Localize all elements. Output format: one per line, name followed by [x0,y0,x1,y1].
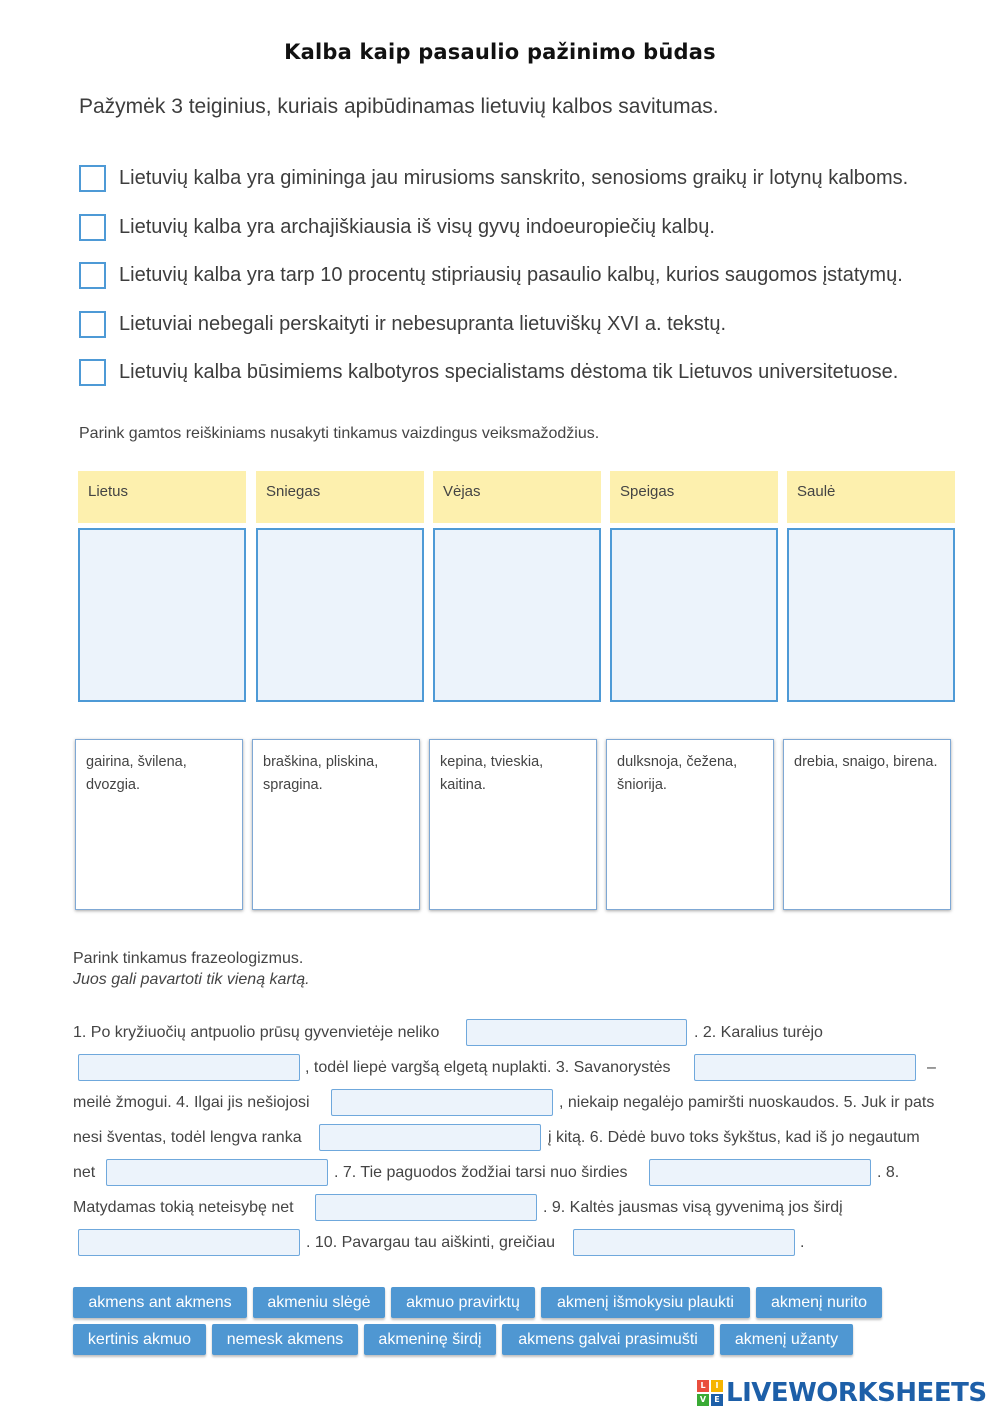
drag-card[interactable]: dulksnoja, čežena, šniorija. [606,739,774,910]
logo-letter: V [697,1394,709,1406]
answer-chip[interactable]: akmeniu slėgė [253,1287,385,1318]
answer-chip[interactable]: akmeninę širdį [364,1324,496,1355]
answer-chip[interactable]: akmenį nurito [756,1287,882,1318]
option-text: Lietuvių kalba yra tarp 10 procentų stipriausių pasaulio kalbų, kurios saugomos įstatymų. [119,263,903,286]
answer-field-7[interactable] [649,1159,871,1186]
answer-field-1[interactable] [466,1019,687,1046]
sentence-text: , todėl liepė vargšą elgetą nuplakti. 3. Savanorystės [305,1059,671,1076]
liveworksheets-logo [697,1377,987,1409]
task1-instruction: Pažymėk 3 teiginius, kuriais apibūdinamas lietuvių kalbos savitumas. [79,95,719,118]
drag-card[interactable]: drebia, snaigo, birena. [783,739,951,910]
answer-chip[interactable]: akmenį užanty [720,1324,853,1355]
checkbox[interactable] [79,165,106,192]
sentence-text: į kitą. 6. Dėdė buvo toks šykštus, kad iš jo negautum [548,1129,920,1146]
sentence-text: . 8. [877,1164,900,1181]
drop-zone-sniegas[interactable] [256,528,424,702]
logo-letter: L [697,1380,709,1392]
logo-letter: E [711,1394,723,1406]
sentence-text: , niekaip negalėjo pamiršti nuoskaudos. 5. Juk ir pats [559,1094,935,1111]
checkbox[interactable] [79,311,106,338]
column-header-saule: Saulė [787,471,955,523]
sentence-text: . [800,1234,805,1251]
sentence-text: net [73,1164,96,1181]
option-row[interactable] [79,212,715,242]
option-row[interactable] [79,309,726,339]
task3-note: Juos gali pavartoti tik vieną kartą. [73,971,310,988]
sentence-text: meilė žmogui. 4. Ilgai jis nešiojosi [73,1094,310,1111]
task3-instruction-text: Parink tinkamus frazeologizmus. [73,950,304,967]
answer-chip[interactable]: akmens galvai prasimušti [502,1324,714,1355]
task3-instruction [73,948,310,990]
sentence-text: . 10. Pavargau tau aiškinti, greičiau [306,1234,556,1251]
drag-card[interactable]: braškina, pliskina, spragina. [252,739,420,910]
option-row[interactable] [79,163,908,193]
column-header-vejas: Vėjas [433,471,601,523]
checkbox[interactable] [79,359,106,386]
sentence-text: Matydamas tokią neteisybę net [73,1199,294,1216]
sentence-text: 1. Po kryžiuočių antpuolio prūsų gyvenvietėje neliko [73,1024,440,1041]
sentence-text: . 2. Karalius turėjo [694,1024,823,1041]
answer-chip[interactable]: kertinis akmuo [73,1324,206,1355]
drop-zone-saule[interactable] [787,528,955,702]
drag-card[interactable]: kepina, tvieskia, kaitina. [429,739,597,910]
sentence-text: . 7. Tie paguodos žodžiai tarsi nuo širdies [334,1164,628,1181]
logo-grid-icon [697,1380,723,1406]
answer-chip[interactable]: akmenį išmokysiu plaukti [541,1287,750,1318]
page-title: Kalba kaip pasaulio pažinimo būdas [284,40,716,64]
answer-chip[interactable]: akmuo pravirktų [391,1287,535,1318]
answer-field-6[interactable] [106,1159,328,1186]
option-text: Lietuviai nebegali perskaityti ir nebesupranta lietuviškų XVI a. tekstų. [119,312,727,335]
sentence-text: . 9. Kaltės jausmas visą gyvenimą jos širdį [543,1199,843,1216]
checkbox[interactable] [79,214,106,241]
answer-field-3[interactable] [694,1054,916,1081]
answer-field-9[interactable] [78,1229,300,1256]
option-text: Lietuvių kalba yra archajiškiausia iš visų gyvų indoeuropiečių kalbų. [119,215,715,238]
column-header-sniegas: Sniegas [256,471,424,523]
option-row[interactable] [79,260,903,290]
column-header-lietus: Lietus [78,471,246,523]
logo-letter: I [711,1380,723,1392]
option-row[interactable] [79,357,898,387]
option-text: Lietuvių kalba būsimiems kalbotyros specialistams dėstoma tik Lietuvos universitetuose. [119,360,899,383]
answer-field-8[interactable] [315,1194,537,1221]
answer-field-5[interactable] [319,1124,541,1151]
drop-zone-speigas[interactable] [610,528,778,702]
column-header-speigas: Speigas [610,471,778,523]
answer-field-4[interactable] [331,1089,553,1116]
drag-card[interactable]: gairina, švilena, dvozgia. [75,739,243,910]
drop-zone-vejas[interactable] [433,528,601,702]
task2-instruction: Parink gamtos reiškiniams nusakyti tinkamus vaizdingus veiksmažodžius. [79,425,600,442]
option-text: Lietuvių kalba yra gimininga jau mirusioms sanskrito, senosioms graikų ir lotynų kalboms. [119,166,909,189]
answer-chip[interactable]: akmens ant akmens [73,1287,247,1318]
answer-field-10[interactable] [573,1229,795,1256]
checkbox[interactable] [79,262,106,289]
drop-zone-lietus[interactable] [78,528,246,702]
sentence-dash: – [927,1059,936,1076]
sentence-text: nesi šventas, todėl lengva ranka [73,1129,302,1146]
answer-field-2[interactable] [78,1054,300,1081]
answer-chip[interactable]: nemesk akmens [212,1324,358,1355]
brand-name: LIVEWORKSHEETS [726,1378,987,1408]
